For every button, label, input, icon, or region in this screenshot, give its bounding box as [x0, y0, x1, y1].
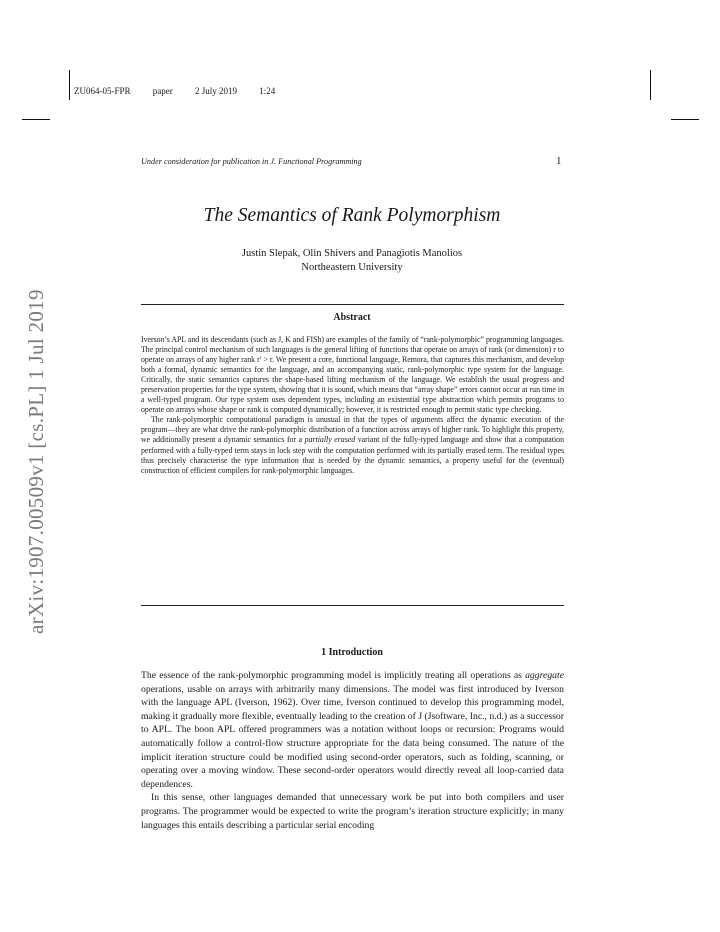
abstract-heading: Abstract	[333, 312, 371, 323]
abstract-paragraph-2: The rank-polymorphic computational paradigm is unusual in that the types of arguments affect the dynamic execution of the program—they are what drive the rank-polymorphic distribution of a function across arrays of higher rank. To highlight this property, we additionally present a dynamic semantics for a partially erased variant of the fully-typed language and show that a computation performed with a fully-typed term stays in lock step with the computation performed with its partially erased term. The residual types thus precisely characterise the type information that is needed by the dynamic semantics, a property useful for the (eventual) construction of efficient compilers for rank-polymorphic languages.	[141, 415, 564, 475]
page-number: 1	[556, 155, 562, 167]
arxiv-stamp: arXiv:1907.00509v1 [cs.PL] 1 Jul 2019	[24, 289, 48, 634]
abstract-body	[141, 335, 564, 476]
slug-time: 1:24	[259, 86, 276, 96]
abstract-paragraph-1: Iverson’s APL and its descendants (such as J, K and FISh) are examples of the family of “rank-polymorphic” programming languages. The principal control mechanism of such languages is the general lifting of functions that operate on arrays of rank (or dimension) r to operate on arrays of any higher rank r′ > r. We present a core, functional language, Remora, that captures this mechanism, and develop both a formal, dynamic semantics for the language, and an accompanying static, rank-polymorphic type system for the language. Critically, the static semantics captures the shape-based lifting mechanism of the language. We establish the usual progress and preservation properties for the type system, showing that it is sound, which means that “array shape” errors cannot occur at run time in a well-typed program. Our type system uses dependent types, including an existential type abstraction which permits programs to operate on arrays whose shape or rank is computed dynamically; however, it is restricted enough to permit static type checking.	[141, 335, 564, 415]
slug-type: paper	[152, 86, 173, 96]
crop-mark-left	[69, 70, 70, 100]
slug-date: 2 July 2019	[195, 86, 238, 96]
paper-title: The Semantics of Rank Polymorphism	[203, 205, 501, 226]
introduction-body	[141, 669, 564, 832]
intro-paragraph-2: In this sense, other languages demanded that unnecessary work be put into both compilers and user programs. The programmer would be expected to write the program’s iteration structure explicitly; in many languages this entails describing a particular serial encoding	[141, 792, 564, 831]
intro-paragraph-1: The essence of the rank-polymorphic programming model is implicitly treating all operations as aggregate operations, usable on arrays with arbitrarily many dimensions. The model was first introduced by Iverson with the language APL (Iverson, 1962). Over time, Iverson continued to develop this programming model, making it gradually more flexible, eventually leading to the creation of J (Jsoftware, Inc., n.d.) as a successor to APL. The boon APL offered programmers was a notation without loops or recursion: Programs would automatically follow a control-flow structure appropriate for the data being consumed. The nature of the implicit iteration structure could be modified using second-order operators, such as folding, scanning, or operating over a moving window. These second-order operators would directly reveal all loop-carried data dependences.	[141, 670, 564, 790]
authors: Justin Slepak, Olin Shivers and Panagiotis Manolios	[241, 248, 463, 259]
slug-line	[74, 86, 295, 96]
crop-mark-right	[650, 70, 651, 100]
abstract-bottom-rule	[141, 605, 564, 606]
abstract-top-rule	[141, 304, 564, 305]
running-head: Under consideration for publication in J. Functional Programming	[141, 157, 362, 166]
author-block	[140, 247, 564, 275]
affiliation: Northeastern University	[301, 262, 403, 273]
crop-mark-left-horizontal	[22, 119, 50, 120]
section-heading-introduction: 1 Introduction	[321, 647, 383, 658]
slug-id: ZU064-05-FPR	[74, 86, 131, 96]
crop-mark-right-horizontal	[671, 119, 699, 120]
